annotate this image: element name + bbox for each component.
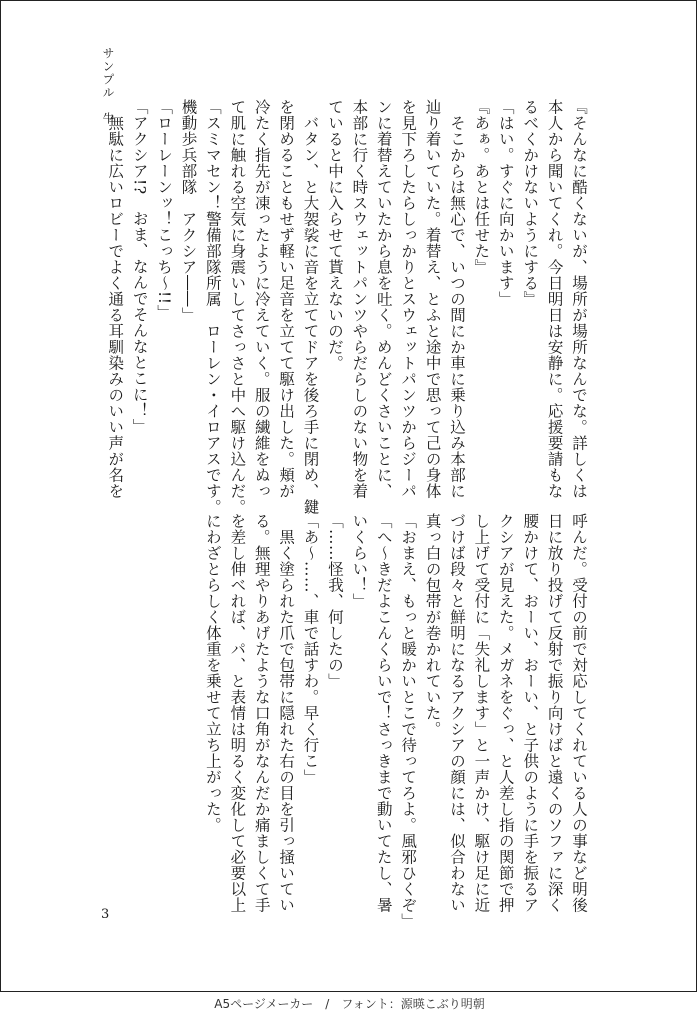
text-line: ていると中に入らせて貰えないのだ。 [325, 99, 344, 371]
text-line: 腰かけて、おーい、おーい、と子供のように手を振るア [521, 513, 540, 913]
text-line: 「ローレーンッ！こっち～!!」 [155, 99, 174, 321]
text-line: 「はい。すぐに向かいます」 [496, 99, 515, 307]
text-line: 真っ白の包帯が巻かれていた。 [423, 513, 442, 737]
text-line: 「おまえ、もっと暖かいとこで待ってろよ。風邪ひくぞ」 [399, 513, 418, 929]
upper-text-block [103, 99, 591, 515]
text-line: を閉めることもせず軽い足音を立てて駆け出した。頬が [277, 99, 296, 499]
text-line: 無駄に広いロビーでよく通る耳馴染みのいい声が名を [106, 99, 125, 499]
text-line: 『そんなに酷くないが、場所が場所なんでな。詳しくは [570, 99, 588, 499]
text-line: 冷たく指先が凍ったように冷えていく。服の繊維をぬっ [252, 99, 271, 499]
footer-credit: A5ページメーカー / フォント：源暎こぶり明朝 [214, 997, 485, 1011]
text-line: る。無理やりあげたような口角がなんだか痛ましくて手 [252, 513, 271, 913]
text-line: 呼んだ。受付の前で対応してくれている人の事など明後 [570, 513, 588, 913]
text-line: バタン、と大袈裟に音を立ててドアを後ろ手に閉め、鍵 [301, 99, 320, 515]
text-line: を差し伸べれば、パ、と表情は明るく変化して必要以上 [228, 513, 247, 913]
text-line: 本部に行く時スウェットパンツやらだらしのない物を着 [350, 99, 369, 499]
text-line: て肌に触れる空気に身震いしてさっさと中へ駆け込んだ。 [228, 99, 247, 515]
text-line: 「スミマセン！警備部隊所属 ローレン・イロアスです。 [203, 99, 222, 515]
text-line: にわざとらしく体重を乗せて立ち上がった。 [203, 513, 222, 833]
text-line: そこからは無心で、いつの間にか車に乗り込み本部に [447, 99, 466, 499]
text-line: 「あ～……、車で話すわ。早く行こ」 [301, 513, 320, 785]
text-line: を見下ろしたらしっかりとスウェットパンツからジーパ [399, 99, 418, 499]
text-line: 黒く塗られた爪で包帯に隠れた右の目を引っ掻いてい [277, 513, 296, 913]
text-line: 機動歩兵部隊 アクシア――」 [179, 99, 198, 323]
text-line: クシアが見えた。メガネをぐっ、と人差し指の関節で押 [496, 513, 515, 913]
text-line: るべくかけないようにする』 [521, 99, 540, 307]
text-line: づけば段々と鮮明になるアクシアの顔には、似合わない [447, 513, 466, 913]
text-line: 辿り着いていた。着替え、とふと途中で思って己の身体 [423, 99, 442, 499]
text-line: 『あぁ。あとは任せた』 [472, 99, 491, 275]
text-line: 日に放り投げて反射で振り向けばと遠くのソファに深く [545, 513, 564, 913]
header-label: サンプル 牛 [101, 47, 115, 125]
page-number: 3 [101, 907, 110, 922]
text-line: し上げて受付に「失礼します」と一声かけ、駆け足に近 [472, 513, 491, 913]
lower-text-block [201, 513, 592, 929]
text-line: 「アクシア!? おま、なんでそんなとこに！」 [130, 99, 149, 435]
text-line: 本人から聞いてくれ。今日明日は安静に。応援要請もな [545, 99, 564, 499]
text-line: 「へ～きだよこんくらいで！さっきまで動いてたし、暑 [374, 513, 393, 913]
text-line: いくらい！」 [350, 513, 369, 609]
text-line: 「……怪我、何したの」 [325, 513, 344, 689]
text-line: ンに着替えていたから息を吐く。めんどくさいことに、 [374, 99, 393, 499]
